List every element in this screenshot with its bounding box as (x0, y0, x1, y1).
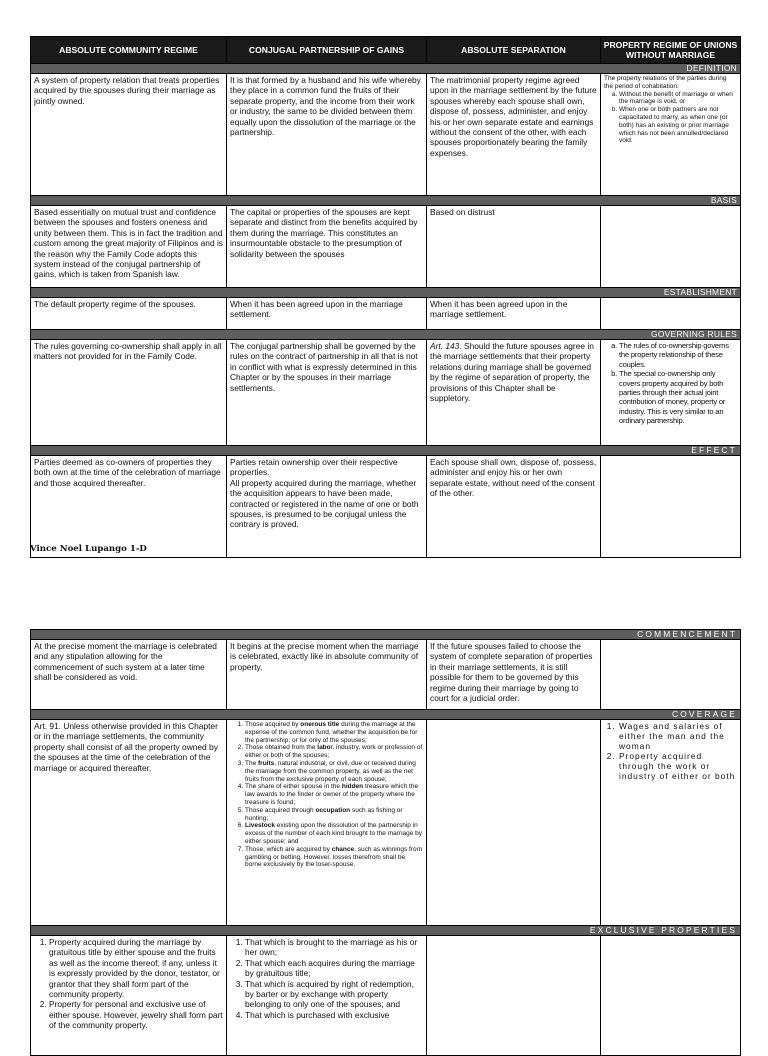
effect-as: Each spouse shall own, dispose of, possess, administer and enjoy his or her own separate estate, without need of the consent of the other. (427, 456, 601, 558)
coverage-cpg-list (230, 721, 423, 869)
coverage-acr: Art. 91. Unless otherwise provided in this Chapter or in the marriage settlements, the community property shall consist of all the property owned by the spouses at the time of the celebration of the marriage or acquired thereafter. (31, 720, 227, 926)
exclusive-acr (31, 936, 227, 1056)
list-item: 1. Property acquired during the marriage by gratuitous title by either spouse and the fruits as well as the income thereof, if any, unless it is expressly provided by the donor, testator, or grantor that they shall form part of the community property. (49, 937, 223, 999)
list-item: 2. Property acquired through the work or industry of either or both (619, 751, 737, 781)
row-exclusive-properties (31, 936, 741, 1056)
exclusive-cpg (227, 936, 427, 1056)
row-basis (31, 206, 741, 288)
section-basis: BASIS (31, 196, 741, 206)
list-item: 1. That which is brought to the marriage as his or her own; (245, 937, 423, 958)
list-item: a. Without the benefit of marriage or when the marriage is void, or (619, 91, 737, 107)
governing-prum (601, 340, 741, 446)
section-definition: DEFINITION (31, 64, 741, 74)
list-item: 2. That which each acquires during the marriage by gratuitous title; (245, 958, 423, 979)
list-item: 3. The fruits, natural industrial, or civil, due or received during the marriage from the common property, as well as the net fruits from the exclusive property of each spouse; (245, 760, 423, 783)
list-item: 2. Those obtained from the labor, industry, work or profession of either or both of the spouses; (245, 744, 423, 760)
effect-acr: Parties deemed as co-owners of properties they both own at the time of the celebration of marriage and those acquired thereafter. (31, 456, 227, 558)
list-item: b. The special co-ownership only covers property acquired by both parties through their actual joint contribution of money, property or industry. This is very similar to an ordinary partnership. (619, 369, 737, 425)
exclusive-as (427, 936, 601, 1056)
row-effect (31, 456, 741, 558)
exclusive-prum (601, 936, 741, 1056)
coverage-cpg (227, 720, 427, 926)
row-coverage (31, 720, 741, 926)
keyword: chance (331, 845, 355, 853)
list-item: 7. Those, which are acquired by chance, such as winnings from gambling or betting. However, losses therefrom shall be borne exclusively by the loser-spouse. (245, 846, 423, 869)
header-unions-without-marriage: PROPERTY REGIME OF UNIONS WITHOUT MARRIAGE (601, 37, 741, 64)
list-item: 1. Wages and salaries of either the man and the woman (619, 721, 737, 751)
definition-acr: A system of property relation that treats properties acquired by the spouses during their marriage as jointly owned. (31, 74, 227, 196)
list-item: 1. Those acquired by onerous title during the marriage at the expense of the common fund, whether the acquisition be for the partnership, or for only of the spouses; (245, 721, 423, 744)
row-definition (31, 74, 741, 196)
keyword: occupation (315, 806, 351, 814)
author-signature: Vince Noel Lupango 1-D (30, 544, 147, 554)
coverage-prum-list (604, 721, 737, 781)
header-absolute-community: ABSOLUTE COMMUNITY REGIME (31, 37, 227, 64)
list-item: 4. That which is purchased with exclusive (245, 1010, 423, 1020)
commencement-as: If the future spouses failed to choose the system of complete separation of properties in their marriage settlements, it is still possible for them to be governed by this regime during their marriage by going to court for a judicial order. (427, 640, 601, 710)
list-item: a. The rules of co-ownership governs the property relationship of these couples. (619, 341, 737, 369)
header-row (31, 37, 741, 64)
governing-prum-list (604, 341, 737, 426)
governing-cpg: The conjugal partnership shall be governed by the rules on the contract of partnership in all that is not in conflict with what is expressly determined in this Chapter or by the spouses in their marriage settlements. (227, 340, 427, 446)
list-item: 3. That which is acquired by right of redemption, by barter or by exchange with property belonging to only one of the spouses; and (245, 979, 423, 1010)
governing-acr: The rules governing co-ownership shall apply in all matters not provided for in the Family Code. (31, 340, 227, 446)
section-coverage: COVERAGE (31, 710, 741, 720)
exclusive-acr-list (34, 937, 223, 1031)
list-item: 5. Those acquired through occupation such as fishing or hunting; (245, 807, 423, 823)
exclusive-cpg-list (230, 937, 423, 1020)
basis-acr: Based essentially on mutual trust and confidence between the spouses and fosters oneness and unity between them. This is in fact the tradition and custom among the great majority of Filipinos and is the reason why the Family Code adopts this system instead of the conjugal partnership of gains, which is taken from Spanish law. (31, 206, 227, 288)
regime-table-page-2 (30, 629, 741, 1056)
definition-prum-intro: The property relations of the parties during the period of cohabitation: (604, 75, 727, 90)
establishment-prum (601, 298, 741, 330)
row-commencement (31, 640, 741, 710)
governing-as-text: Should the future spouses agree in the marriage settlements that their property relations during marriage shall be governed by the regime of separation of property, the provisions of this Chapter shall be suppletory. (430, 341, 594, 404)
coverage-prum (601, 720, 741, 926)
effect-cpg-line-1: Parties retain ownership over their respective properties. (230, 457, 398, 478)
row-establishment (31, 298, 741, 330)
coverage-as (427, 720, 601, 926)
section-establishment: ESTABLISHMENT (31, 288, 741, 298)
section-effect: EFFECT (31, 446, 741, 456)
definition-prum (601, 74, 741, 196)
keyword: onerous title (300, 721, 340, 728)
effect-cpg (227, 456, 427, 558)
definition-as: The matrimonial property regime agreed upon in the marriage settlement by the future spouses whereby each spouse shall own, dispose of, possess, administer, and enjoy his or her own separate estate and earnings without the consent of the other, with each spouses proportionately bearing the family expenses. (427, 74, 601, 196)
effect-prum (601, 456, 741, 558)
basis-prum (601, 206, 741, 288)
header-absolute-separation: ABSOLUTE SEPARATION (427, 37, 601, 64)
list-item: 4. The share of either spouse in the hidden treasure which the law awards to the finder or owner of the property where the treasure is found; (245, 783, 423, 806)
list-item: 6. Livestock existing upon the dissolution of the partnership in excess of the number of each kind brought to the marriage by either spouse; and (245, 822, 423, 845)
keyword: Livestock (245, 822, 275, 830)
keyword: fruits (258, 759, 275, 767)
establishment-as: When it has been agreed upon in the marriage settlement. (427, 298, 601, 330)
effect-cpg-line-2: All property acquired during the marriage, whether the acquisition appears to have been made, contracted or registered in the name of one or both spouses, is presumed to be conjugal unless the contrary is proved. (230, 477, 419, 530)
section-commencement: COMMENCEMENT (31, 630, 741, 640)
establishment-cpg: When it has been agreed upon in the marriage settlement. (227, 298, 427, 330)
definition-cpg: It is that formed by a husband and his wife whereby they place in a common fund the fruits of their separate property, and the income from their work or industry, the same to be divided between them equally upon the dissolution of the marriage or the partnership. (227, 74, 427, 196)
regime-table-page-1 (30, 36, 741, 558)
keyword: hidden (341, 783, 364, 791)
section-governing-rules: GOVERNING RULES (31, 330, 741, 340)
list-item: 2. Property for personal and exclusive use of either spouse. However, jewelry shall form part of the community property. (49, 999, 223, 1030)
commencement-acr: At the precise moment the marriage is celebrated and any stipulation allowing for the commencement of such system at a later time shall be considered as void. (31, 640, 227, 710)
governing-as (427, 340, 601, 446)
basis-cpg: The capital or properties of the spouses are kept separate and distinct from the benefits acquired by them during the marriage. This constitutes an insurmountable obstacle to the presumption of solidarity between the spouses (227, 206, 427, 288)
list-item: b. When one or both partners are not capacitated to marry, as when one (or both) has an existing or prior marriage which has not been annulled/declared void. (619, 106, 737, 145)
establishment-acr: The default property regime of the spouses. (31, 298, 227, 330)
commencement-prum (601, 640, 741, 710)
basis-as: Based on distrust (427, 206, 601, 288)
section-exclusive-properties: EXCLUSIVE PROPERTIES (31, 926, 741, 936)
commencement-cpg: It begins at the precise moment when the marriage is celebrated, exactly like in absolute community of property. (227, 640, 427, 710)
row-governing-rules (31, 340, 741, 446)
keyword: labo (317, 744, 331, 752)
article-reference: Art. 143. (430, 341, 462, 351)
definition-prum-list (604, 91, 737, 146)
header-conjugal-partnership: CONJUGAL PARTNERSHIP OF GAINS (227, 37, 427, 64)
